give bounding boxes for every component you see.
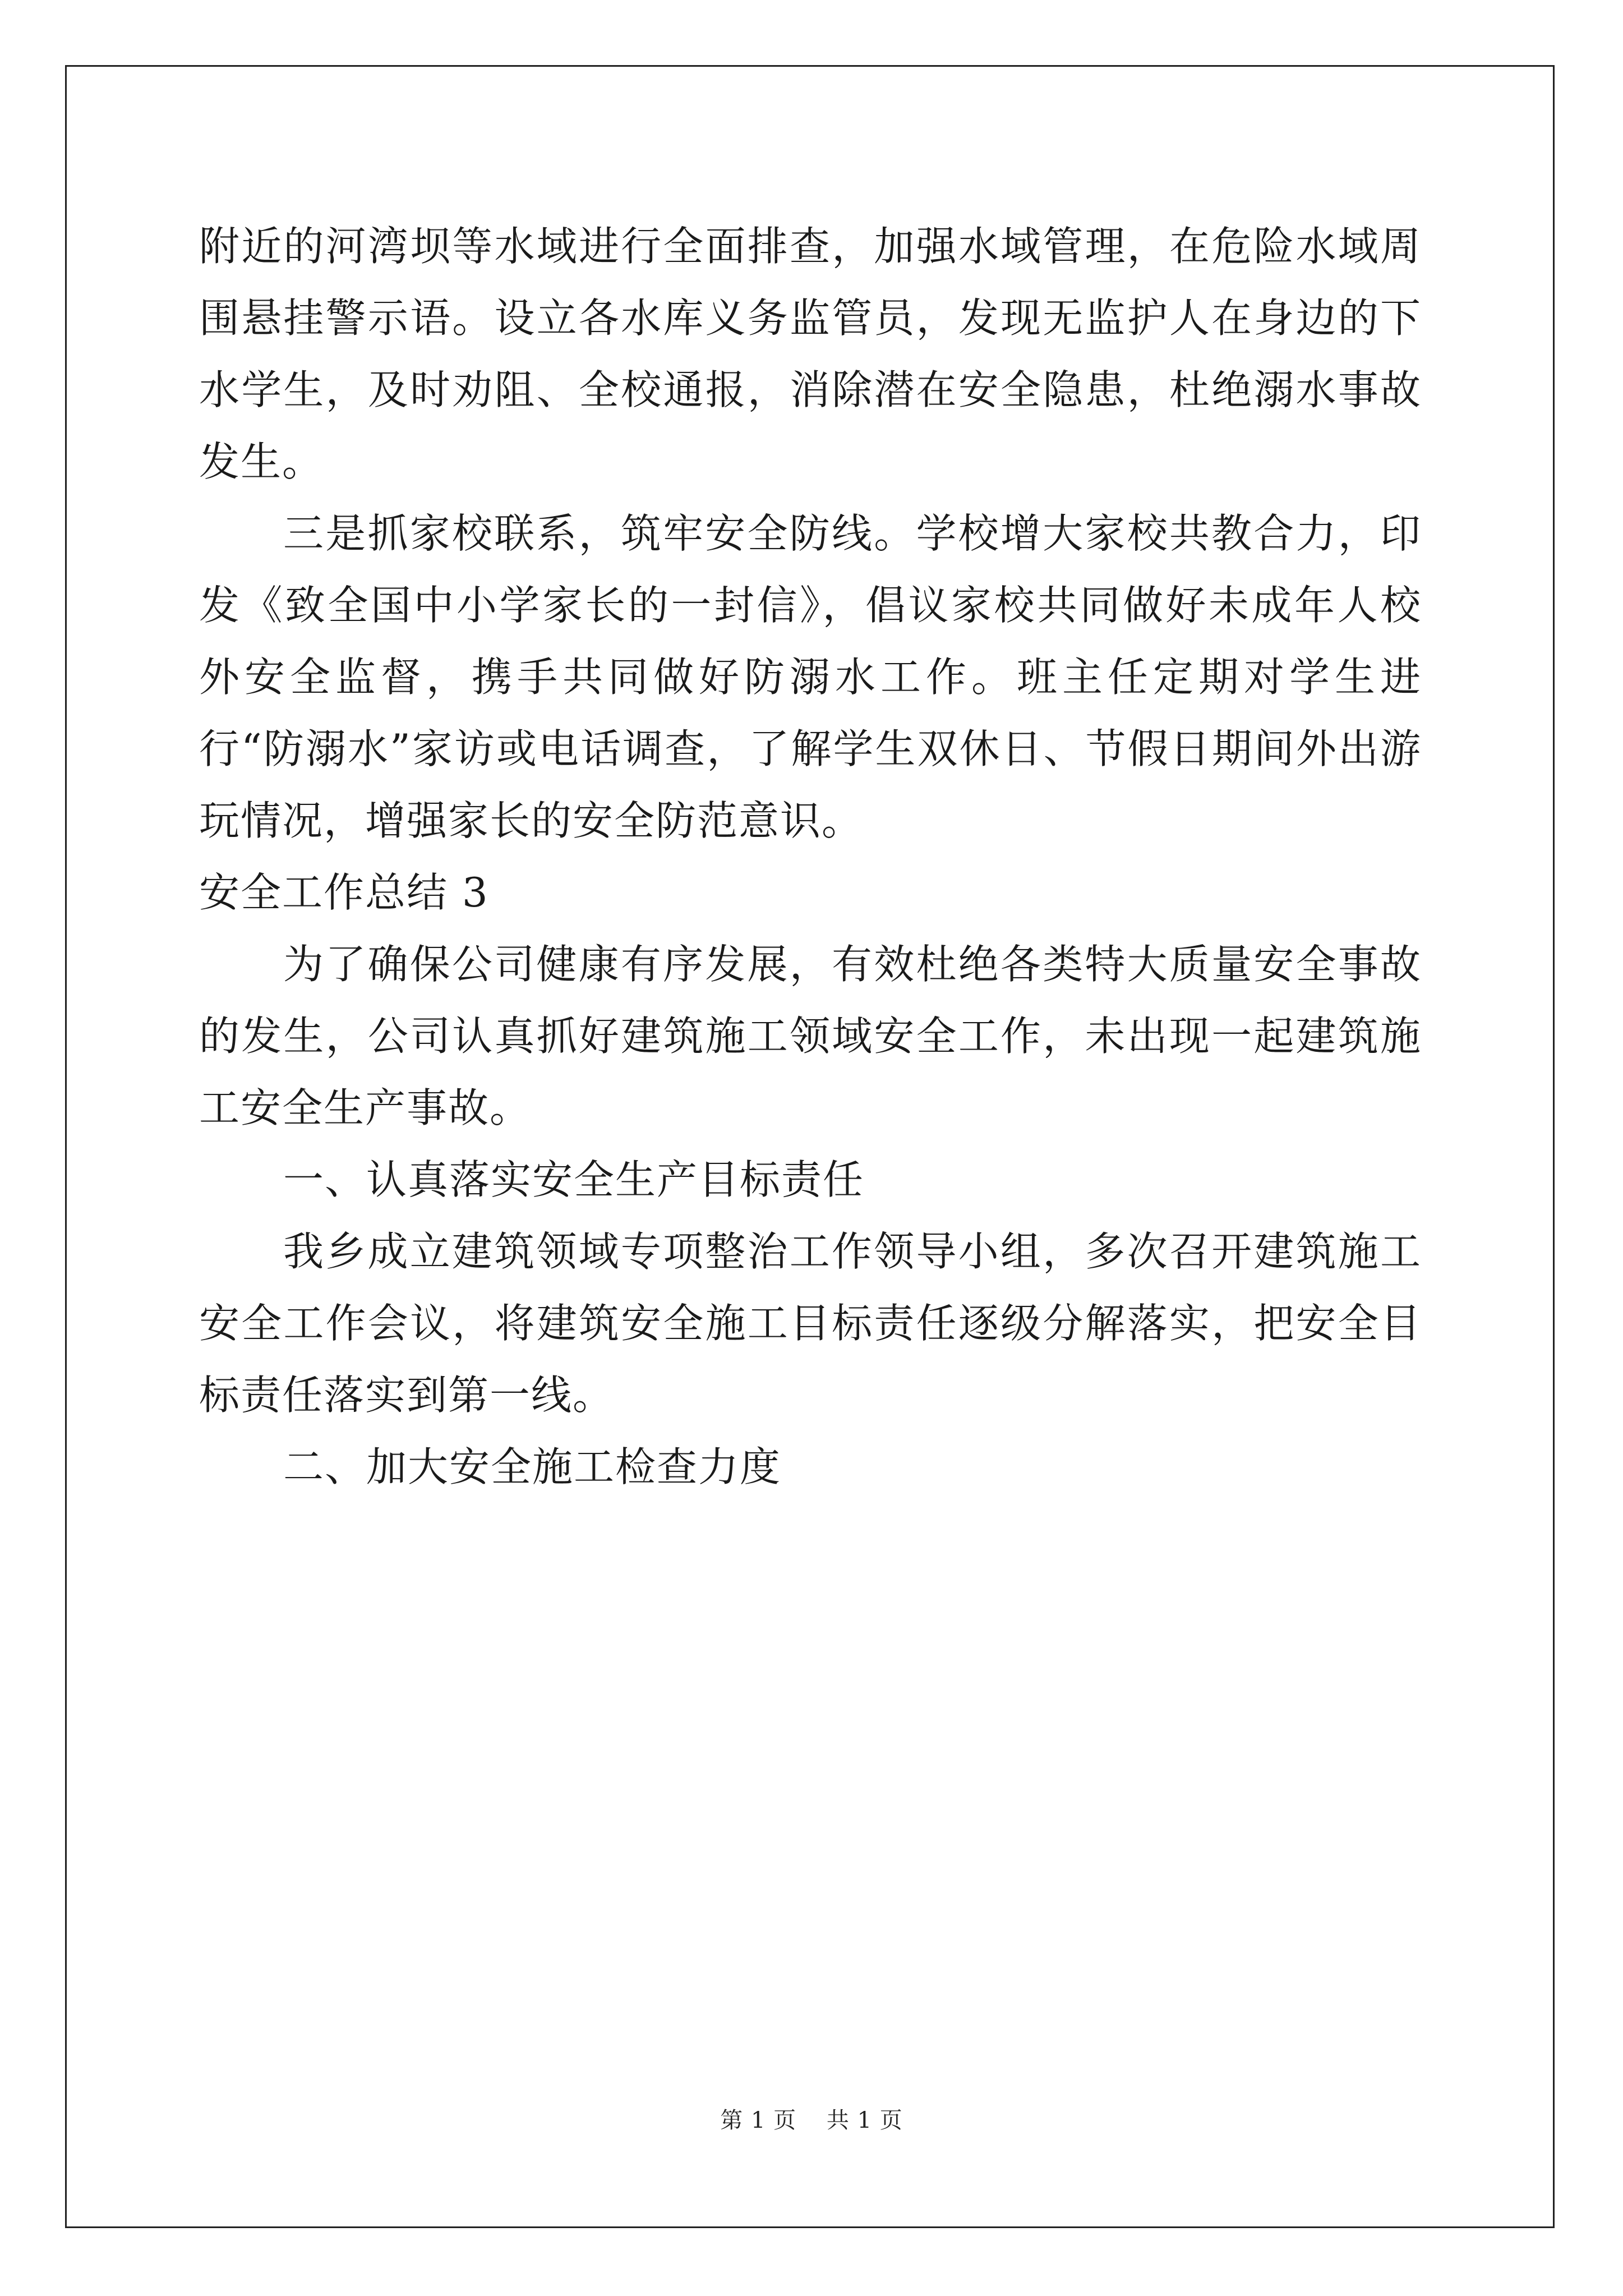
page-total: 共 1 页 (826, 2108, 903, 2133)
page-number: 第 1 页 (720, 2108, 797, 2133)
section-title: 安全工作总结 3 (199, 869, 489, 916)
paragraph-third-measure: 三是抓家校联系，筑牢安全防线。学校增大家校共教合力，印发《致全国中小学家长的一封信》，倡议家校共同做好未成年人校外安全监督，携手共同做好防溺水工作。班主任定期对学生进行“防溺水”家访或电话调查，了解学生双休日、节假日期间外出游玩情况，增强家长的安全防范意识。 (199, 510, 1422, 844)
paragraph-continuation: 附近的河湾坝等水域进行全面排查，加强水域管理，在危险水域周围悬挂警示语。设立各水库义务监管员，发现无监护人在身边的下水学生，及时劝阻、全校通报，消除潜在安全隐患，杜绝溺水事故发生。 (199, 223, 1422, 485)
paragraph-intro: 为了确保公司健康有序发展，有效杜绝各类特大质量安全事故的发生，公司认真抓好建筑施工领域安全工作，未出现一起建筑施工安全生产事故。 (199, 941, 1422, 1131)
paragraph-responsibility: 我乡成立建筑领域专项整治工作领导小组，多次召开建筑施工安全工作会议，将建筑安全施工目标责任逐级分解落实，把安全目标责任落实到第一线。 (199, 1228, 1422, 1419)
subheading-one: 一、认真落实安全生产目标责任 (283, 1156, 865, 1203)
document-body (199, 210, 1422, 1503)
subheading-two: 二、加大安全施工检查力度 (283, 1443, 782, 1490)
page-footer (0, 2104, 1623, 2137)
